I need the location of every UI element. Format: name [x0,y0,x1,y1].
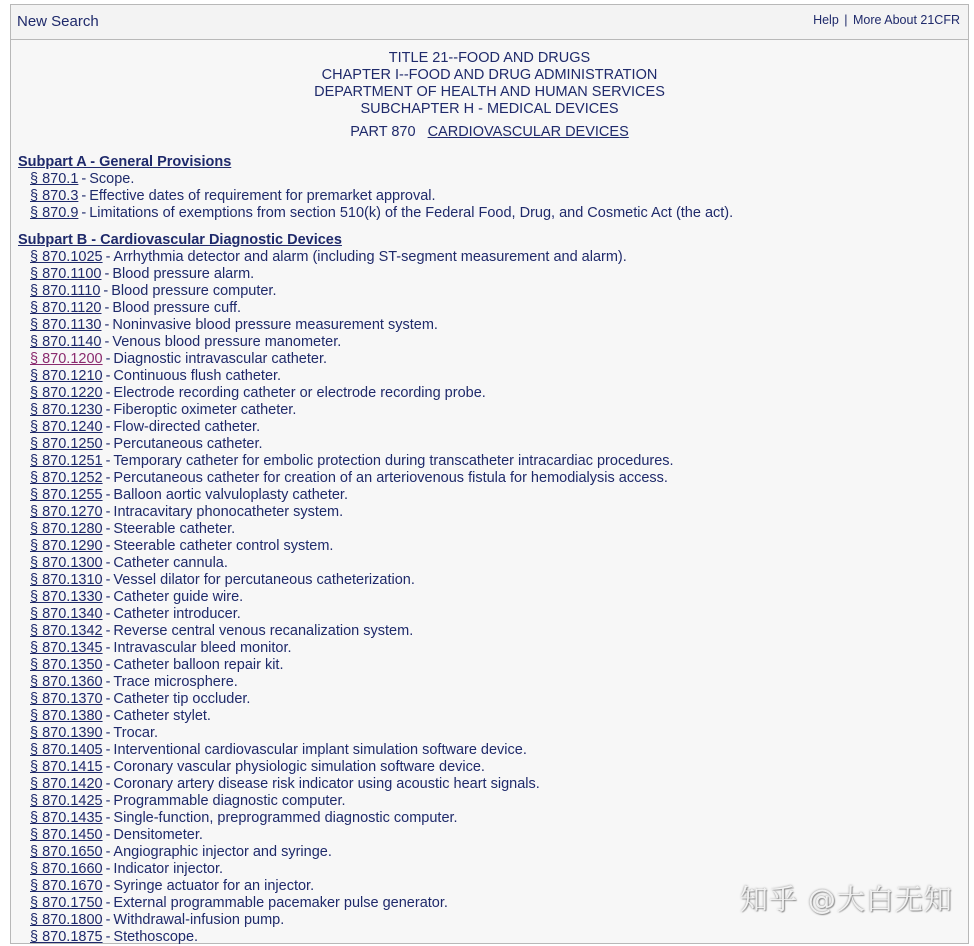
section-title: Limitations of exemptions from section 510(k) of the Federal Food, Drug, and Cosmetic Act (the act). [89,205,734,221]
section-dash: - [105,793,111,809]
section-title: Fiberoptic oximeter catheter. [113,402,297,418]
section-title: Catheter introducer. [113,606,241,622]
section-title: Intravascular bleed monitor. [113,640,292,656]
section-title: Indicator injector. [113,861,224,877]
section-link[interactable]: § 870.1660 [30,861,103,877]
section-dash: - [104,300,110,316]
help-link[interactable]: Help [813,13,839,27]
section-link[interactable]: § 870.1025 [30,249,103,265]
department-line: DEPARTMENT OF HEALTH AND HUMAN SERVICES [314,84,665,100]
section-dash: - [103,283,109,299]
section-entry [18,171,968,188]
section-title: Diagnostic intravascular catheter. [113,351,327,367]
section-entry [18,895,968,912]
section-dash: - [105,861,111,877]
document-header [11,50,968,118]
section-entry [18,249,968,266]
section-dash: - [105,827,111,843]
new-search-link[interactable]: New Search [17,13,99,30]
section-entry [18,759,968,776]
section-title: Stethoscope. [113,929,199,945]
section-entry [18,742,968,759]
section-title: Percutaneous catheter. [113,436,263,452]
section-dash: - [105,402,111,418]
section-title: Catheter guide wire. [113,589,244,605]
section-dash: - [105,538,111,554]
section-dash: - [81,188,87,204]
section-link[interactable]: § 870.1110 [30,283,101,299]
section-title: Percutaneous catheter for creation of an arteriovenous fistula for hemodialysis access. [113,470,668,486]
top-right-links [813,13,960,27]
section-entry [18,623,968,640]
section-dash: - [105,453,111,469]
section-link[interactable]: § 870.1255 [30,487,103,503]
section-entry [18,861,968,878]
section-title: Withdrawal-infusion pump. [113,912,285,928]
section-title: Steerable catheter. [113,521,236,537]
section-link[interactable]: § 870.1350 [30,657,103,673]
section-link[interactable]: § 870.1415 [30,759,103,775]
section-title: Blood pressure cuff. [112,300,242,316]
section-dash: - [105,436,111,452]
section-link[interactable]: § 870.1670 [30,878,103,894]
section-dash: - [105,555,111,571]
section-link[interactable]: § 870.1100 [30,266,102,282]
section-link[interactable]: § 870.1425 [30,793,103,809]
section-title: Coronary artery disease risk indicator using acoustic heart signals. [113,776,540,792]
section-entry [18,538,968,555]
subpart-block [18,154,968,222]
section-dash: - [105,385,111,401]
section-title: Blood pressure computer. [111,283,277,299]
section-link[interactable]: § 870.1875 [30,929,103,945]
section-title: Catheter cannula. [113,555,228,571]
section-dash: - [105,878,111,894]
section-title: Intracavitary phonocatheter system. [113,504,344,520]
section-link[interactable]: § 870.1300 [30,555,103,571]
section-title: Interventional cardiovascular implant simulation software device. [113,742,527,758]
section-entry [18,878,968,895]
section-title: External programmable pacemaker pulse generator. [113,895,448,911]
part-label: PART 870 [350,124,416,140]
section-entry [18,691,968,708]
subchapter-line: SUBCHAPTER H - MEDICAL DEVICES [360,101,619,117]
section-dash: - [105,368,111,384]
section-entry [18,844,968,861]
section-link[interactable]: § 870.1230 [30,402,103,418]
title-line: TITLE 21--FOOD AND DRUGS [388,50,591,66]
section-link[interactable]: § 870.1220 [30,385,103,401]
section-entry [18,640,968,657]
subpart-heading-link[interactable]: Subpart B - Cardiovascular Diagnostic Devices [18,232,342,248]
section-link[interactable]: § 870.1420 [30,776,103,792]
section-dash: - [105,674,111,690]
section-entry [18,810,968,827]
section-entry [18,912,968,929]
section-dash: - [104,317,110,333]
section-link[interactable]: § 870.1140 [30,334,102,350]
section-entry [18,929,968,946]
part-line [11,124,968,140]
section-entry [18,793,968,810]
section-dash: - [105,657,111,673]
section-title: Single-function, preprogrammed diagnostic computer. [113,810,458,826]
section-entry [18,657,968,674]
section-title: Blood pressure alarm. [112,266,255,282]
section-dash: - [105,912,111,928]
section-link[interactable]: § 870.1405 [30,742,103,758]
section-entry [18,283,968,300]
section-link[interactable]: § 870.1290 [30,538,103,554]
section-title: Steerable catheter control system. [113,538,334,554]
section-dash: - [105,759,111,775]
section-entry [18,776,968,793]
section-title: Scope. [89,171,135,187]
section-link[interactable]: § 870.1310 [30,572,103,588]
section-dash: - [105,810,111,826]
subpart-block [18,232,968,946]
watermark: 知乎 @大白无知 [740,883,953,916]
section-dash: - [105,572,111,588]
section-entry [18,708,968,725]
section-link[interactable]: § 870.1390 [30,725,103,741]
section-link[interactable]: § 870.1435 [30,810,103,826]
section-link[interactable]: § 870.1450 [30,827,103,843]
section-title: Reverse central venous recanalization system. [113,623,414,639]
section-link[interactable]: § 870.9 [30,205,79,221]
section-link[interactable]: § 870.1251 [30,453,103,469]
section-dash: - [105,504,111,520]
section-entry [18,725,968,742]
section-link[interactable]: § 870.1200 [30,351,103,367]
section-title: Angiographic injector and syringe. [113,844,332,860]
section-dash: - [105,606,111,622]
section-dash: - [105,487,111,503]
part-title-link[interactable]: CARDIOVASCULAR DEVICES [427,124,629,140]
section-entry [18,351,968,368]
section-dash: - [104,266,110,282]
section-entry [18,402,968,419]
section-title: Electrode recording catheter or electrode recording probe. [113,385,486,401]
section-link[interactable]: § 870.1 [30,171,79,187]
table-of-contents [11,154,968,946]
more-about-21cfr-link[interactable]: More About 21CFR [853,13,960,27]
page-frame [10,4,969,944]
section-link[interactable]: § 870.1210 [30,368,103,384]
section-link[interactable]: § 870.1240 [30,419,103,435]
section-dash: - [105,521,111,537]
section-dash: - [105,351,111,367]
section-entry [18,205,968,222]
section-entry [18,188,968,205]
section-link[interactable]: § 870.1370 [30,691,103,707]
section-entry [18,470,968,487]
section-entry [18,572,968,589]
section-title: Catheter balloon repair kit. [113,657,284,673]
section-dash: - [105,589,111,605]
subpart-heading-link[interactable]: Subpart A - General Provisions [18,154,232,170]
section-entry [18,674,968,691]
section-title: Effective dates of requirement for premarket approval. [89,188,436,204]
section-link[interactable]: § 870.1750 [30,895,103,911]
section-entry [18,266,968,283]
section-dash: - [105,929,111,945]
section-entry [18,555,968,572]
section-link[interactable]: § 870.1650 [30,844,103,860]
section-title: Continuous flush catheter. [113,368,282,384]
section-dash: - [105,708,111,724]
section-title: Trocar. [113,725,159,741]
section-dash: - [105,776,111,792]
link-separator: | [844,13,848,27]
section-title: Flow-directed catheter. [113,419,261,435]
section-title: Syringe actuator for an injector. [113,878,315,894]
section-title: Noninvasive blood pressure measurement system. [112,317,438,333]
section-entry [18,419,968,436]
section-link[interactable]: § 870.1340 [30,606,103,622]
section-link[interactable]: § 870.1120 [30,300,102,316]
section-entry [18,317,968,334]
section-title: Catheter stylet. [113,708,211,724]
section-link[interactable]: § 870.1360 [30,674,103,690]
section-link[interactable]: § 870.1130 [30,317,102,333]
section-link[interactable]: § 870.1250 [30,436,103,452]
section-title: Densitometer. [113,827,203,843]
section-link[interactable]: § 870.1330 [30,589,103,605]
section-title: Arrhythmia detector and alarm (including ST-segment measurement and alarm). [113,249,627,265]
section-title: Catheter tip occluder. [113,691,251,707]
section-entry [18,453,968,470]
section-dash: - [104,334,110,350]
section-link[interactable]: § 870.1280 [30,521,103,537]
section-dash: - [105,725,111,741]
section-entry [18,487,968,504]
section-dash: - [105,623,111,639]
section-title: Venous blood pressure manometer. [112,334,342,350]
section-title: Programmable diagnostic computer. [113,793,346,809]
section-entry [18,334,968,351]
section-dash: - [105,470,111,486]
section-link[interactable]: § 870.1342 [30,623,103,639]
section-title: Vessel dilator for percutaneous catheterization. [113,572,415,588]
section-dash: - [105,844,111,860]
top-bar [11,5,968,40]
section-dash: - [81,205,87,221]
section-entry [18,606,968,623]
section-dash: - [105,640,111,656]
section-entry [18,589,968,606]
section-entry [18,504,968,521]
section-link[interactable]: § 870.3 [30,188,79,204]
section-link[interactable]: § 870.1270 [30,504,103,520]
section-entry [18,521,968,538]
section-dash: - [105,895,111,911]
section-dash: - [81,171,87,187]
section-entry [18,300,968,317]
section-entry [18,368,968,385]
section-dash: - [105,419,111,435]
section-dash: - [105,691,111,707]
section-entry [18,827,968,844]
chapter-line: CHAPTER I--FOOD AND DRUG ADMINISTRATION [321,67,658,83]
section-title: Coronary vascular physiologic simulation software device. [113,759,485,775]
section-link[interactable]: § 870.1380 [30,708,103,724]
section-dash: - [105,249,111,265]
section-title: Trace microsphere. [113,674,238,690]
section-entry [18,385,968,402]
section-link[interactable]: § 870.1345 [30,640,103,656]
section-link[interactable]: § 870.1252 [30,470,103,486]
section-entry [18,436,968,453]
section-link[interactable]: § 870.1800 [30,912,103,928]
section-dash: - [105,742,111,758]
section-title: Temporary catheter for embolic protection during transcatheter intracardiac procedures. [113,453,674,469]
section-title: Balloon aortic valvuloplasty catheter. [113,487,348,503]
